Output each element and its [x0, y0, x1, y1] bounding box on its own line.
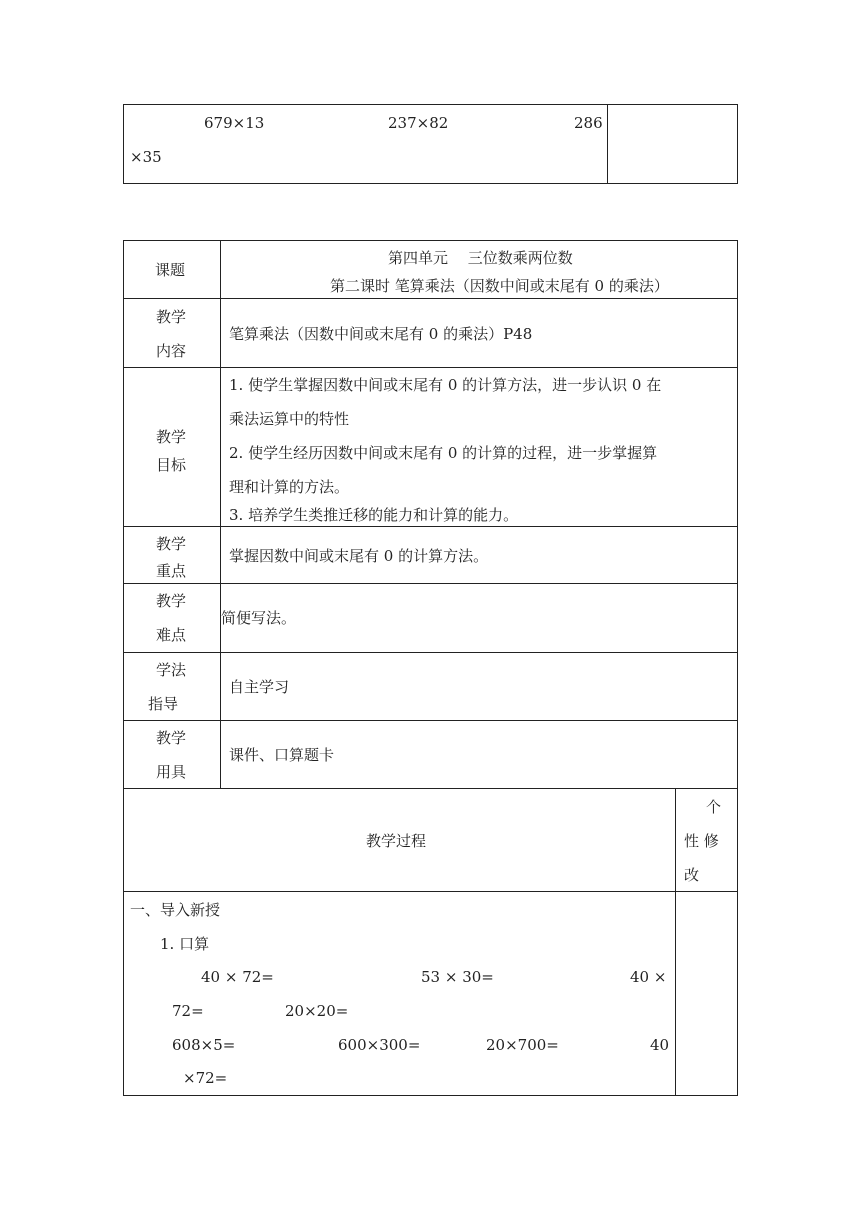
method-label-2: 指导	[148, 695, 179, 713]
key-text: 掌握因数中间或末尾有 0 的计算方法。	[229, 547, 489, 565]
calc-3-cont: 72=	[172, 1002, 204, 1020]
calc-8: 40	[650, 1036, 670, 1054]
practice-item-1: 679×13	[204, 114, 265, 132]
process-label: 教学过程	[366, 832, 427, 850]
topic-label: 课题	[155, 261, 186, 279]
method-label-1: 学法	[156, 661, 187, 679]
item-oral-calc: 1. 口算	[160, 935, 210, 953]
goal-line-3: 2. 使学生经历因数中间或末尾有 0 的计算的过程，进一步掌握算	[229, 444, 658, 462]
goal-line-2: 乘法运算中的特性	[229, 410, 350, 428]
goal-line-4: 理和计算的方法。	[229, 478, 350, 496]
calc-3: 40 ×	[630, 968, 667, 986]
difficult-text: 简便写法。	[221, 609, 297, 627]
personal-label-1: 个	[706, 798, 722, 816]
practice-item-3-cont: ×35	[130, 148, 162, 166]
difficult-label-1: 教学	[156, 592, 187, 610]
section-intro: 一、导入新授	[130, 901, 221, 919]
practice-item-2: 237×82	[388, 114, 449, 132]
personal-label-3: 改	[684, 866, 700, 884]
calc-5: 608×5=	[172, 1036, 236, 1054]
content-label-1: 教学	[156, 308, 187, 326]
unit-title: 第四单元 三位数乘两位数	[388, 249, 573, 267]
tools-text: 课件、口算题卡	[229, 746, 335, 764]
goals-label-2: 目标	[156, 456, 187, 474]
calc-2: 53 × 30=	[421, 968, 494, 986]
content-label-2: 内容	[156, 342, 187, 360]
goals-label-1: 教学	[156, 428, 187, 446]
goal-line-1: 1. 使学生掌握因数中间或末尾有 0 的计算方法，进一步认识 0 在	[229, 376, 662, 394]
tools-label-2: 用具	[156, 763, 187, 781]
practice-item-3: 286	[574, 114, 603, 132]
content-text: 笔算乘法（因数中间或末尾有 0 的乘法）P48	[229, 325, 533, 343]
tools-label-1: 教学	[156, 729, 187, 747]
lesson-title: 第二课时 笔算乘法（因数中间或末尾有 0 的乘法）	[330, 277, 669, 295]
key-label-1: 教学	[156, 535, 187, 553]
personal-label-2: 性 修	[684, 832, 719, 850]
key-label-2: 重点	[156, 562, 187, 580]
calc-4: 20×20=	[285, 1002, 349, 1020]
difficult-label-2: 难点	[156, 626, 187, 644]
method-text: 自主学习	[229, 678, 290, 696]
calc-7: 20×700=	[486, 1036, 559, 1054]
calc-6: 600×300=	[338, 1036, 421, 1054]
goal-line-5: 3. 培养学生类推迁移的能力和计算的能力。	[229, 506, 519, 524]
calc-8-cont: ×72=	[183, 1069, 228, 1087]
calc-1: 40 × 72=	[201, 968, 274, 986]
